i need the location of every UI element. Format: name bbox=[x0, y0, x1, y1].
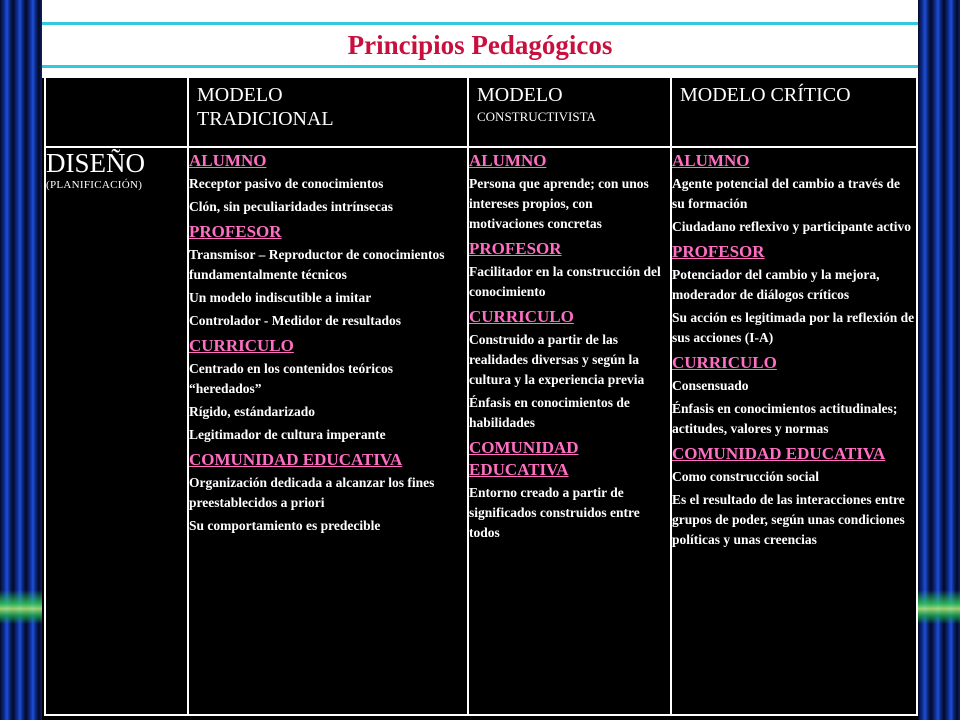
title-bar bbox=[42, 22, 918, 68]
list-item: Centrado en los contenidos teóricos “heredados” bbox=[189, 361, 393, 396]
list-item: Construido a partir de las realidades diversas y según la cultura y la experiencia previa bbox=[469, 332, 645, 387]
row-label-sub: (PLANIFICACIÓN) bbox=[46, 179, 143, 191]
page-title: Principios Pedagógicos bbox=[347, 30, 613, 60]
list-item: Organización dedicada a alcanzar los fines preestablecidos a priori bbox=[189, 475, 435, 510]
section-heading: PROFESOR bbox=[469, 239, 562, 258]
section-heading: ALUMNO bbox=[189, 151, 267, 170]
cell-critico bbox=[671, 147, 917, 715]
row-label-main: DISEÑO bbox=[46, 148, 145, 178]
corner-cell bbox=[45, 77, 188, 147]
header-tradicional-line1: MODELO bbox=[197, 84, 283, 106]
list-item: Entorno creado a partir de significados construidos entre todos bbox=[469, 485, 640, 540]
left-curtain-decoration bbox=[0, 0, 42, 720]
cell-constructivista bbox=[468, 147, 671, 715]
section-heading: PROFESOR bbox=[672, 242, 765, 261]
comparison-table bbox=[44, 76, 918, 716]
list-item: Rígido, estándarizado bbox=[189, 404, 316, 419]
header-tradicional-line2: TRADICIONAL bbox=[197, 108, 334, 130]
list-item: Énfasis en conocimientos de habilidades bbox=[469, 395, 630, 430]
header-critico bbox=[671, 77, 917, 147]
list-item: Persona que aprende; con unos intereses propios, con motivaciones concretas bbox=[469, 176, 649, 231]
section-heading: CURRICULO bbox=[469, 307, 574, 326]
row-label-cell bbox=[45, 147, 188, 715]
list-item: Receptor pasivo de conocimientos bbox=[189, 176, 384, 191]
header-constructivista bbox=[468, 77, 671, 147]
section-heading: ALUMNO bbox=[469, 151, 547, 170]
list-item: Un modelo indiscutible a imitar bbox=[189, 290, 372, 305]
header-row bbox=[45, 77, 917, 147]
list-item: Su acción es legitimada por la reflexión de sus acciones (I-A) bbox=[672, 310, 915, 345]
header-tradicional bbox=[188, 77, 468, 147]
right-curtain-decoration bbox=[918, 0, 960, 720]
header-constructivista-line1: MODELO bbox=[477, 84, 563, 106]
list-item: Su comportamiento es predecible bbox=[189, 518, 381, 533]
list-item: Clón, sin peculiaridades intrínsecas bbox=[189, 199, 394, 214]
list-item: Legitimador de cultura imperante bbox=[189, 427, 386, 442]
header-constructivista-line2: CONSTRUCTIVISTA bbox=[477, 109, 596, 124]
list-item: Es el resultado de las interacciones entre grupos de poder, según unas condiciones políticas y unas creencias bbox=[672, 492, 905, 547]
list-item: Ciudadano reflexivo y participante activo bbox=[672, 219, 911, 234]
body-row bbox=[45, 147, 917, 715]
section-heading: CURRICULO bbox=[189, 336, 294, 355]
header-critico-line1: MODELO CRÍTICO bbox=[680, 84, 851, 106]
list-item: Consensuado bbox=[672, 378, 749, 393]
list-item: Agente potencial del cambio a través de su formación bbox=[672, 176, 900, 211]
section-heading: ALUMNO bbox=[672, 151, 750, 170]
section-heading: PROFESOR bbox=[189, 222, 282, 241]
list-item: Transmisor – Reproductor de conocimientos fundamentalmente técnicos bbox=[189, 247, 445, 282]
list-item: Controlador - Medidor de resultados bbox=[189, 313, 402, 328]
list-item: Facilitador en la construcción del conocimiento bbox=[469, 264, 661, 299]
section-heading: CURRICULO bbox=[672, 353, 777, 372]
list-item: Como construcción social bbox=[672, 469, 819, 484]
cell-tradicional bbox=[188, 147, 468, 715]
section-heading: COMUNIDAD EDUCATIVA bbox=[469, 438, 579, 479]
section-heading: COMUNIDAD EDUCATIVA bbox=[189, 450, 403, 469]
list-item: Potenciador del cambio y la mejora, moderador de diálogos críticos bbox=[672, 267, 880, 302]
list-item: Énfasis en conocimientos actitudinales; actitudes, valores y normas bbox=[672, 401, 898, 436]
slide bbox=[42, 0, 918, 720]
section-heading: COMUNIDAD EDUCATIVA bbox=[672, 444, 886, 463]
